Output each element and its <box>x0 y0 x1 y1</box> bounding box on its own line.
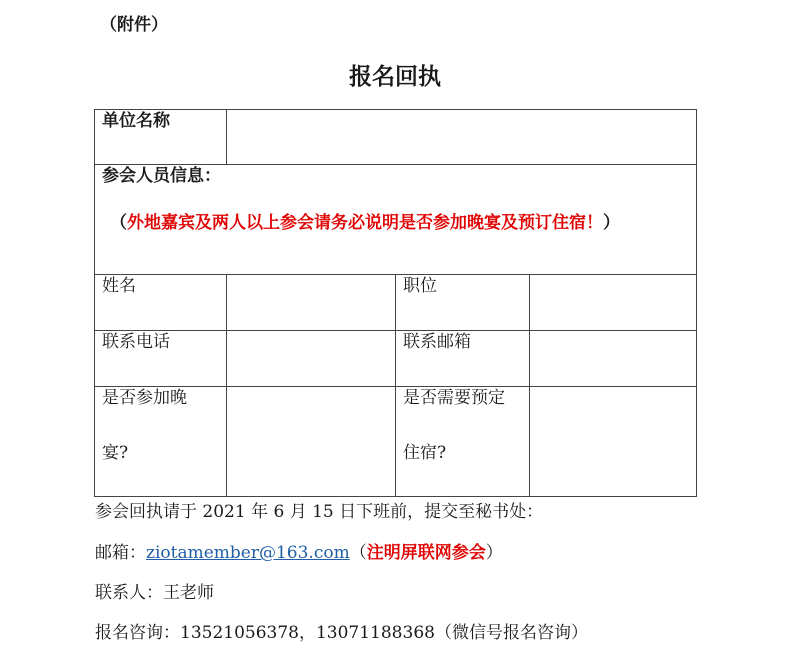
dinner-label-line1: 是否参加晚 <box>102 388 187 408</box>
name-position-row <box>95 275 697 331</box>
lodging-field[interactable] <box>530 387 697 497</box>
notice-message: 外地嘉宾及两人以上参会请务必说明是否参加晚宴及预订住宿！ <box>127 213 603 233</box>
email-note-close-paren: ） <box>485 543 503 563</box>
deadline-text: 参会回执请于 2021 年 6 月 15 日下班前，提交至秘书处： <box>95 502 544 522</box>
dinner-field[interactable] <box>227 387 396 497</box>
attachment-label: （附件） <box>100 15 168 35</box>
dinner-label <box>95 387 227 497</box>
notice-open-paren: （ <box>110 213 127 233</box>
email-link[interactable]: ziotamember@163.com <box>146 543 350 563</box>
notice-text <box>102 212 689 234</box>
notice-close-paren: ） <box>603 213 620 233</box>
email-prefix: 邮箱： <box>95 543 146 563</box>
registration-form-table <box>94 109 697 497</box>
phone-label: 联系电话 <box>95 331 227 387</box>
attendee-info-label: 参会人员信息： <box>102 166 221 186</box>
position-field[interactable] <box>530 275 697 331</box>
email-label: 联系邮箱 <box>396 331 530 387</box>
unit-name-row <box>95 110 697 165</box>
email-note: 注明屏联网参会 <box>366 543 486 563</box>
email-line <box>95 538 503 563</box>
dinner-lodging-row <box>95 387 697 497</box>
unit-name-field[interactable] <box>227 110 697 165</box>
dinner-label-line2: 宴? <box>102 443 129 463</box>
unit-name-label: 单位名称 <box>95 110 227 165</box>
position-label: 职位 <box>396 275 530 331</box>
name-label: 姓名 <box>95 275 227 331</box>
name-field[interactable] <box>227 275 396 331</box>
lodging-label-line2: 住宿? <box>403 443 447 463</box>
lodging-label <box>396 387 530 497</box>
lodging-label-line1: 是否需要预定 <box>403 388 505 408</box>
email-note-open-paren: （ <box>349 543 367 563</box>
attendee-info-cell <box>95 165 697 275</box>
phone-field[interactable] <box>227 331 396 387</box>
attendee-info-row <box>95 165 697 275</box>
email-field[interactable] <box>530 331 697 387</box>
consult-text: 报名咨询：13521056378，13071188368（微信号报名咨询） <box>95 623 588 643</box>
contact-text: 联系人：王老师 <box>95 583 214 603</box>
page-title: 报名回执 <box>349 64 441 90</box>
